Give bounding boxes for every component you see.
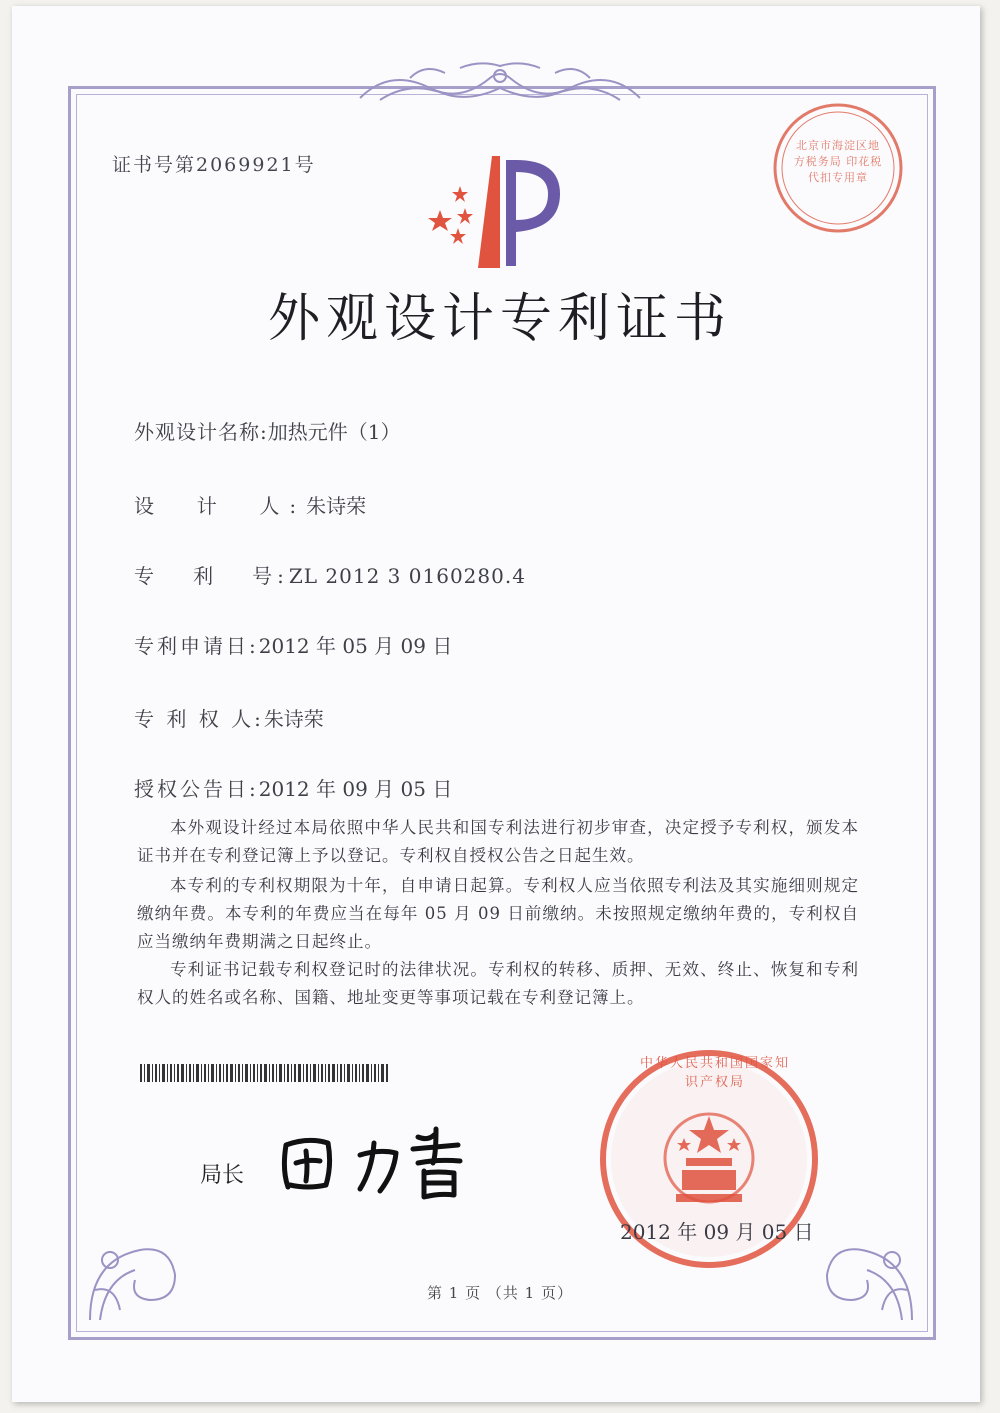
patent-number-field xyxy=(134,560,526,589)
patent-number-label: 专 利 号: xyxy=(134,564,289,588)
bottom-right-ornament xyxy=(812,1220,922,1330)
patentee-field xyxy=(134,703,324,732)
patent-number-value: ZL 2012 3 0160280.4 xyxy=(288,564,526,588)
paragraph: 本专利的专利权期限为十年，自申请日起算。专利权人应当依照专利法及其实施细则规定缴纳年费。本专利的年费应当在每年 05 月 09 日前缴纳。未按照规定缴纳年费的，专利权自应当缴纳年费期满之日起终止。 xyxy=(137,876,859,951)
patentee-value: 朱诗荣 xyxy=(263,707,324,731)
page-number: 第 1 页 （共 1 页） xyxy=(427,1284,573,1302)
top-ornament xyxy=(350,58,650,108)
designer-label: 设 计 人: xyxy=(134,494,307,518)
application-date-label: 专利申请日: xyxy=(134,634,259,658)
design-name-field xyxy=(134,416,400,445)
bottom-left-ornament xyxy=(80,1220,190,1330)
tax-stamp-text: 北京市海淀区地方税务局 印花税 代扣专用章 xyxy=(793,139,883,184)
director-signature xyxy=(268,1115,488,1205)
designer-field xyxy=(134,490,366,519)
seal-text: 中华人民共和国国家知识产权局 xyxy=(640,1056,791,1090)
patentee-label: 专 利 权 人: xyxy=(134,707,264,731)
director-label: 局长 xyxy=(200,1163,245,1188)
application-date-value: 2012 年 05 月 09 日 xyxy=(258,634,453,658)
design-name-value: 加热元件（1） xyxy=(267,420,401,444)
grant-date-field xyxy=(134,773,452,802)
barcode xyxy=(140,1064,390,1082)
paragraph: 本外观设计经过本局依照中华人民共和国专利法进行初步审查，决定授予专利权，颁发本证书并在专利登记簿上予以登记。专利权自授权公告之日起生效。 xyxy=(137,818,859,865)
application-date-field xyxy=(134,630,452,659)
grant-date-label: 授权公告日: xyxy=(134,777,259,801)
paragraph: 专利证书记载专利权登记时的法律状况。专利权的转移、质押、无效、终止、恢复和专利权人的姓名或名称、国籍、地址变更等事项记载在专利登记簿上。 xyxy=(137,960,859,1007)
page-title: 外观设计专利证书 xyxy=(267,289,732,349)
seal-date: 2012 年 09 月 05 日 xyxy=(620,1220,814,1244)
grant-date-value: 2012 年 09 月 05 日 xyxy=(258,777,453,801)
design-name-label: 外观设计名称: xyxy=(134,420,268,444)
designer-value: 朱诗荣 xyxy=(306,494,367,518)
patent-office-logo xyxy=(420,148,580,273)
certificate-number: 证书号第2069921号 xyxy=(112,154,316,176)
